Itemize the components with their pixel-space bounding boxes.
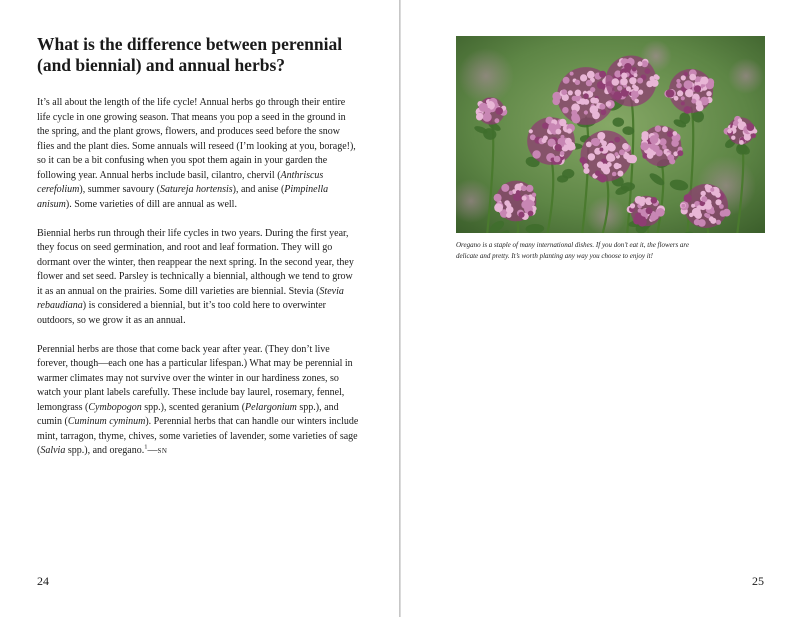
page-number-left: 24 xyxy=(37,574,49,588)
section-heading: What is the difference between perennial (and biennial) and annual herbs? xyxy=(37,34,343,75)
photo-caption: Oregano is a staple of many international dishes. If you don’t eat it, the flowers are delicate and pretty. It’s worth planting any way you choose to enjoy it! xyxy=(456,241,689,260)
body-paragraph: It’s all about the length of the life cycle! Annual herbs go through their entire life cycle in one growing season. That means you pop a seed in the ground in the spring, and the plant grows, flowers, and produces seed before the snow flies and the plant dies. Some annuals will reseed (I’m looking at you, borage!), so it can be a bit confusing when you spot them again in your garden the following year. Annual herbs include basil, cilantro, chervil (Anthriscus cerefolium), summer savoury (Satureja hortensis), and anise (Pimpinella anisum). Some varieties of dill are annual as well. xyxy=(37,97,356,210)
page-number-right: 25 xyxy=(752,574,764,588)
left-page xyxy=(0,0,399,617)
body-paragraph: Biennial herbs run through their life cycles in two years. During the first year, they focus on seed germination, and root and leaf formation. They will go dormant over the winter, then reappear the next spring. In the second year, they flower and set seed. Parsley is technically a biennial, although we tend to grow it as an annual on the prairies. Some dill varieties are biennial. Stevia (Stevia rebaudiana) is considered a biennial, but it’s too cold here to overwinter outdoors, so we grow it as an annual. xyxy=(37,227,354,326)
right-page xyxy=(401,0,800,617)
oregano-photo xyxy=(456,36,765,233)
body-paragraph: Perennial herbs are those that come back year after year. (They don’t live forever, though—each one has a particular lifespan.) What may be perennial in warmer climates may not survive over the winter in our hardiness zones, so watch your plant labels carefully. These include bay laurel, rosemary, fennel, lemongrass (Cymbopogon spp.), scented geranium (Pelargonium spp.), and cumin (Cuminum cyminum). Perennial herbs that can handle our winters include mint, tarragon, thyme, chives, some varieties of lavender, some varieties of sage (Salvia spp.), and oregano.$^1$—SN xyxy=(37,343,359,456)
body-text xyxy=(37,96,359,473)
